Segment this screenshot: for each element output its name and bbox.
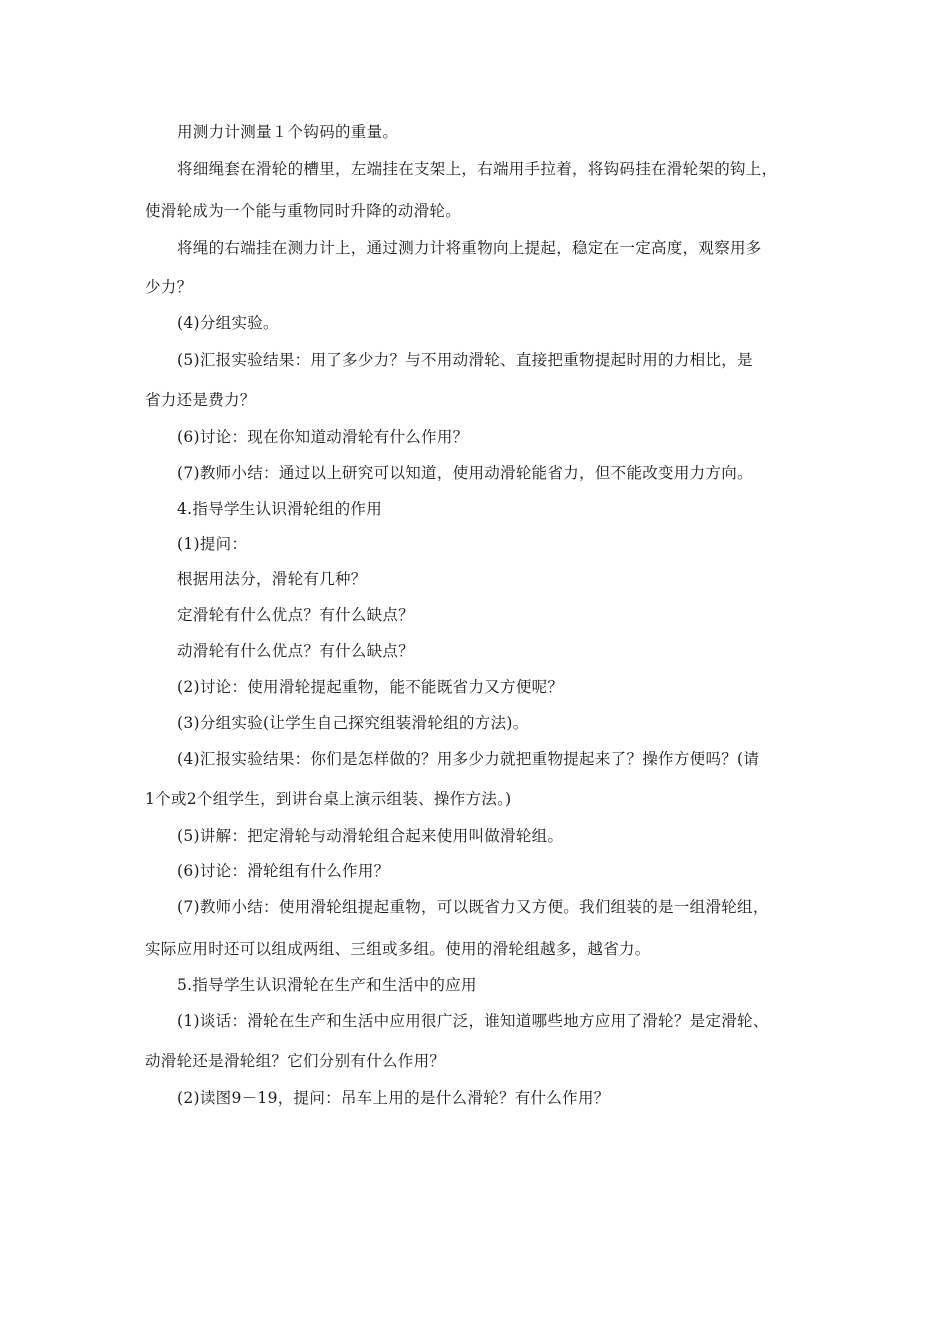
section-heading: 5.指导学生认识滑轮在生产和生活中的应用 [177,976,477,994]
text-line: (1)提问： [177,535,248,553]
text-line: (2)读图9－19，提问：吊车上用的是什么滑轮？有什么作用？ [177,1089,610,1107]
text-line: 1个或2个组学生，到讲台桌上演示组装、操作方法。) [145,790,512,808]
text-line: (5)讲解：把定滑轮与动滑轮组合起来使用叫做滑轮组。 [177,827,564,845]
text-line: (4)分组实验。 [177,314,279,332]
text-line: 将细绳套在滑轮的槽里，左端挂在支架上，右端用手拉着，将钩码挂在滑轮架的钩上， [177,160,778,178]
text-line: (3)分组实验(让学生自己探究组装滑轮组的方法)。 [177,714,529,732]
text-line: 少力？ [145,278,193,296]
text-line: 将绳的右端挂在测力计上，通过测力计将重物向上提起，稳定在一定高度，观察用多 [177,239,762,257]
text-line: (7)教师小结：使用滑轮组提起重物，可以既省力又方便。我们组装的是一组滑轮组， [177,898,769,916]
text-line: 用测力计测量１个钩码的重量。 [177,123,399,141]
text-line: 动滑轮有什么优点？有什么缺点？ [177,642,415,660]
text-line: 定滑轮有什么优点？有什么缺点？ [177,606,415,624]
text-line: (5)汇报实验结果：用了多少力？与不用动滑轮、直接把重物提起时用的力相比，是 [177,351,753,369]
text-line: (6)讨论：现在你知道动滑轮有什么作用？ [177,428,469,446]
text-line: 实际应用时还可以组成两组、三组或多组。使用的滑轮组越多，越省力。 [145,940,651,958]
section-heading: 4.指导学生认识滑轮组的作用 [177,500,382,518]
text-line: (4)汇报实验结果：你们是怎样做的？用多少力就把重物提起来了？操作方便吗？(请 [177,750,760,768]
text-line: 使滑轮成为一个能与重物同时升降的动滑轮。 [145,202,462,220]
text-line: (2)讨论：使用滑轮提起重物，能不能既省力又方便呢？ [177,678,564,696]
text-line: 动滑轮还是滑轮组？它们分别有什么作用？ [145,1052,446,1070]
text-line: 根据用法分，滑轮有几种？ [177,570,367,588]
text-line: (6)讨论：滑轮组有什么作用？ [177,862,390,880]
text-line: (1)谈话：滑轮在生产和生活中应用很广泛，谁知道哪些地方应用了滑轮？是定滑轮、 [177,1012,769,1030]
text-line: 省力还是费力？ [145,391,256,409]
text-line: (7)教师小结：通过以上研究可以知道，使用动滑轮能省力，但不能改变用力方向。 [177,464,753,482]
